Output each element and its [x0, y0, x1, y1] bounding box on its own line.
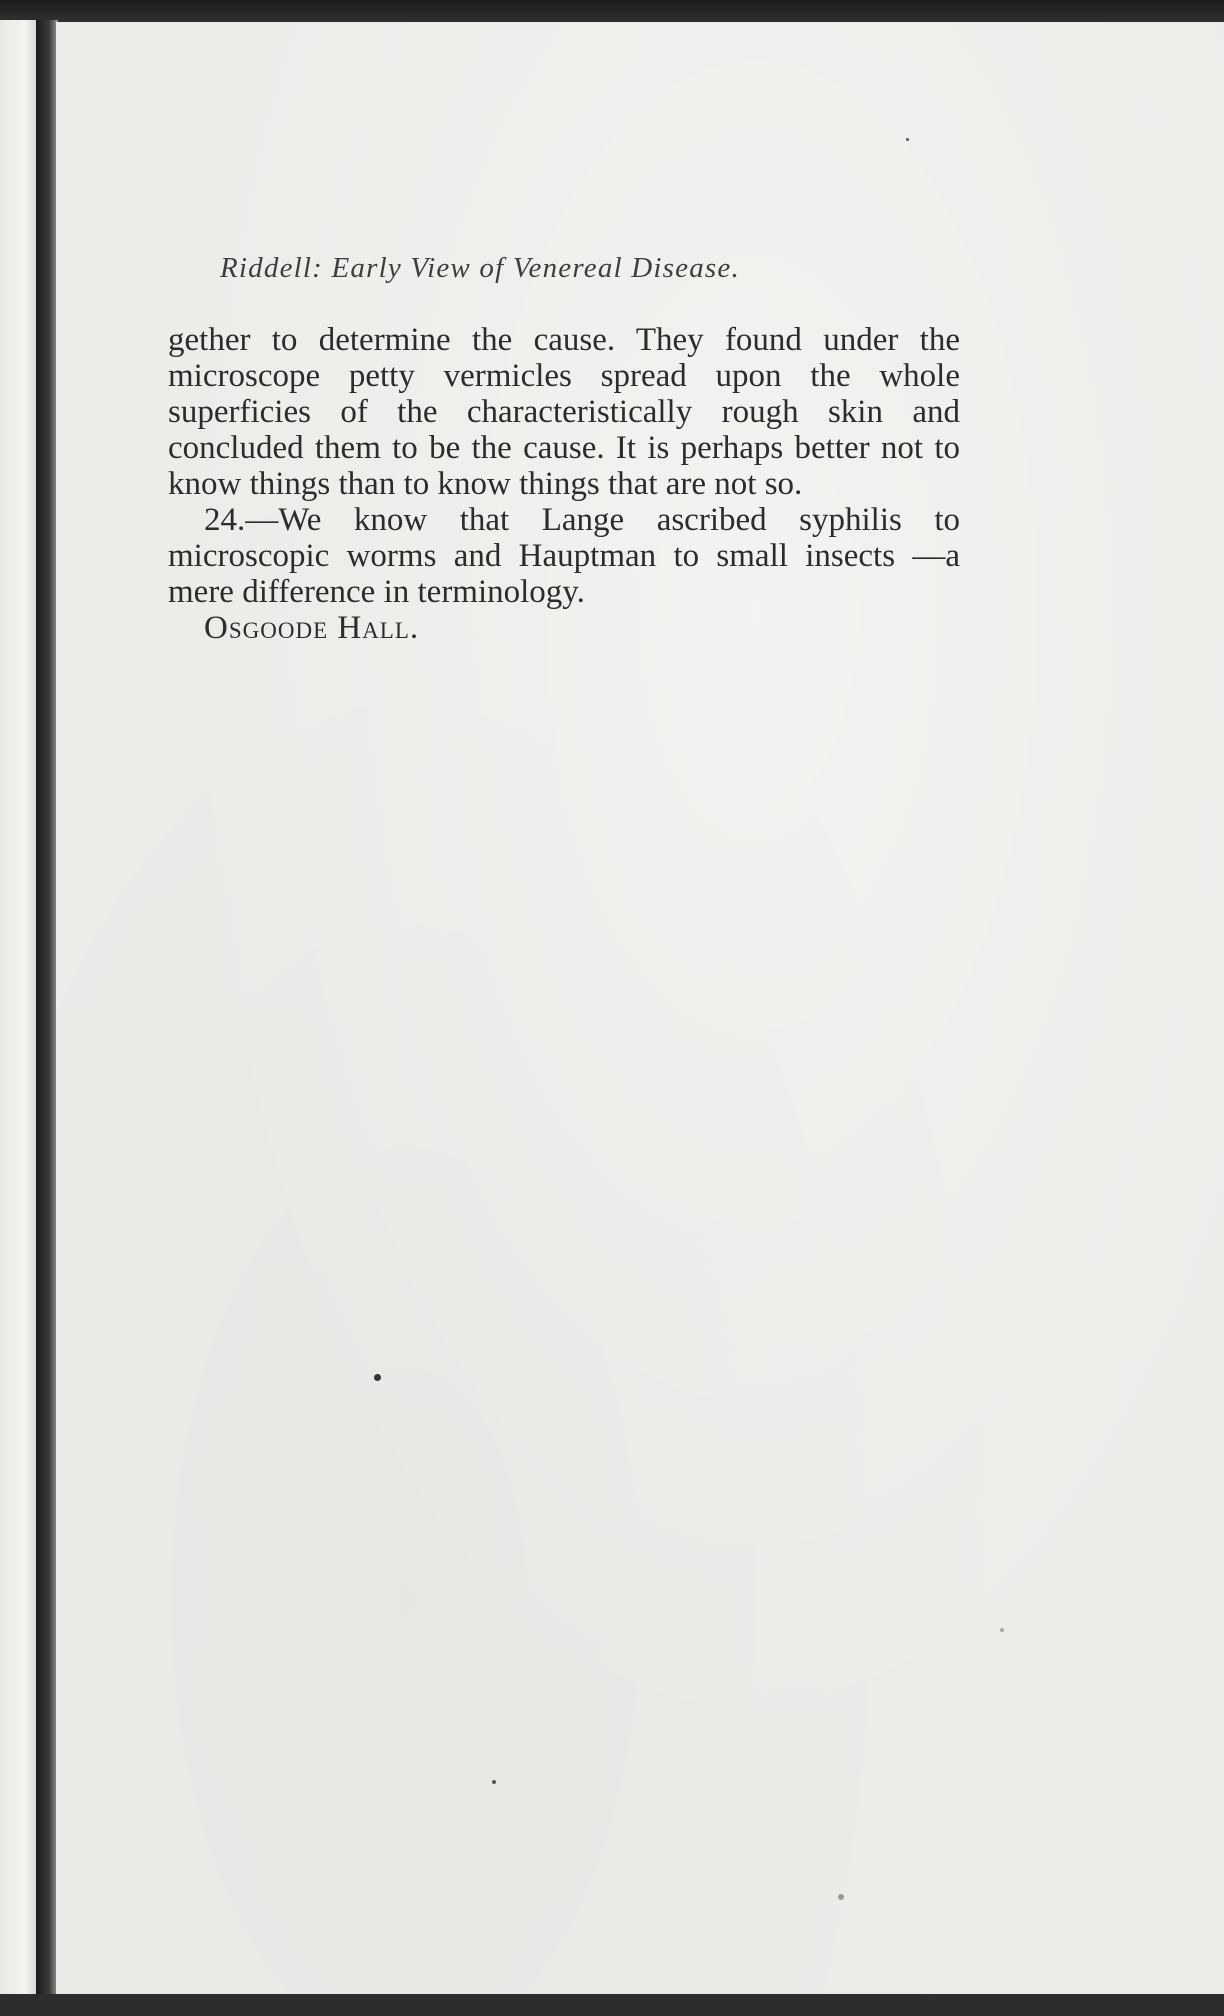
book-page — [56, 22, 1224, 1994]
facing-page-edge — [0, 20, 36, 2000]
scan-speck — [374, 1374, 381, 1381]
signature: Osgoode Hall. — [204, 610, 420, 646]
scan-speck — [492, 1780, 496, 1784]
running-head: Riddell: Early View of Venereal Disease. — [220, 252, 740, 284]
scan-speck — [1000, 1628, 1004, 1632]
binding-gutter — [36, 20, 58, 2000]
scan-speck — [906, 138, 909, 141]
scan-bottom-border — [0, 1994, 1224, 2016]
body-text — [168, 322, 960, 646]
scan-speck — [838, 1894, 844, 1900]
paragraph-24: 24.—We know that Lange ascribed syphilis to microscopic worms and Hauptman to small insects —a mere difference in terminology. — [168, 502, 960, 610]
paragraph-continued: gether to determine the cause. They found under the microscope petty vermicles spread upon the whole superficies of the characteristically rough skin and concluded them to be the cause. It is perhaps better not to know things than to know things that are not so. — [168, 322, 960, 502]
